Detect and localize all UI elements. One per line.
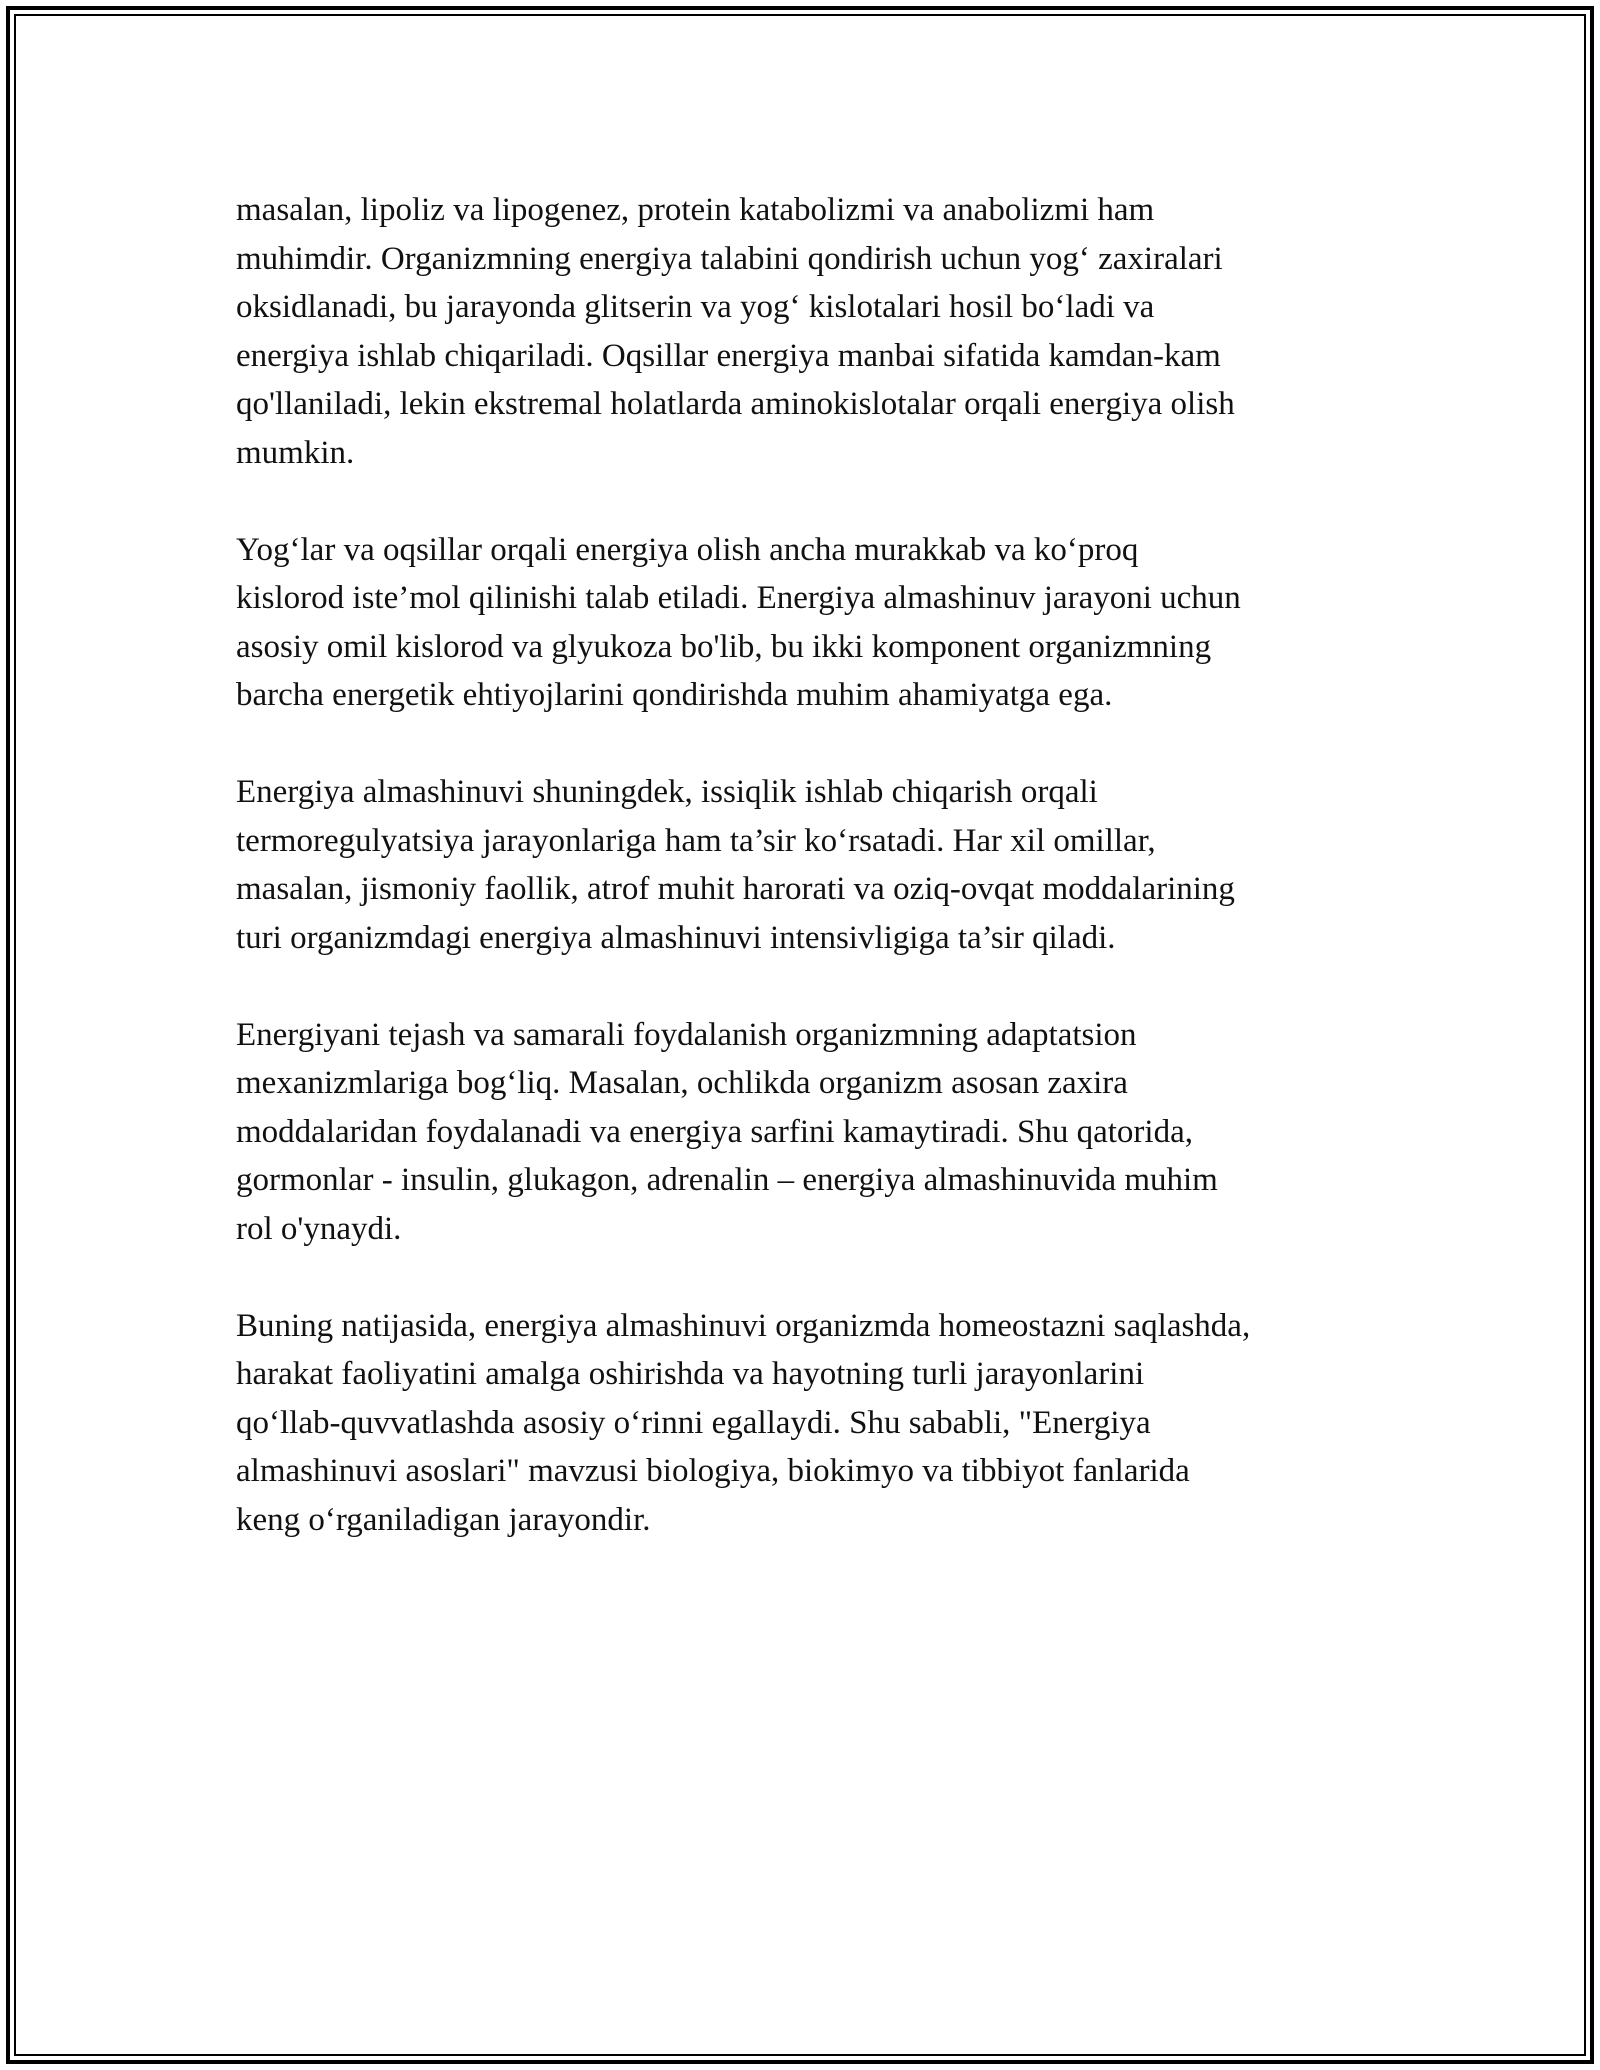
paragraph-line: turi organizmdagi energiya almashinuvi intensivligiga ta’sir qiladi. xyxy=(236,919,1116,956)
paragraph-line: masalan, jismoniy faollik, atrof muhit harorati va oziq-ovqat moddalarining xyxy=(236,871,1235,907)
paragraph-line: qo'llaniladi, lekin ekstremal holatlarda aminokislotalar orqali energiya olish xyxy=(236,386,1235,422)
paragraph-3 xyxy=(236,768,1366,962)
paragraph-line: masalan, lipoliz va lipogenez, protein katabolizmi va anabolizmi ham xyxy=(236,192,1155,228)
paragraph-line: Yog‘lar va oqsillar orqali energiya olish ancha murakkab va ko‘proq xyxy=(236,531,1139,568)
paragraph-line: oksidlanadi, bu jarayonda glitserin va yog‘ kislotalari hosil bo‘ladi va xyxy=(236,289,1155,325)
paragraph-line: rol o'ynaydi. xyxy=(236,1210,402,1247)
paragraph-line: kislorod iste’mol qilinishi talab etiladi. Energiya almashinuv jarayoni uchun xyxy=(236,580,1241,616)
paragraph-line: mexanizmlariga bog‘liq. Masalan, ochlikda organizm asosan zaxira xyxy=(236,1065,1128,1101)
paragraph-4 xyxy=(236,1011,1366,1254)
paragraph-2 xyxy=(236,526,1366,720)
paragraph-line: termoregulyatsiya jarayonlariga ham ta’sir ko‘rsatadi. Har xil omillar, xyxy=(236,822,1156,859)
paragraph-line: Energiya almashinuvi shuningdek, issiqlik ishlab chiqarish orqali xyxy=(236,774,1098,810)
paragraph-line: almashinuvi asoslari" mavzusi biologiya, biokimyo va tibbiyot fanlarida xyxy=(236,1453,1190,1489)
paragraph-line: qo‘llab-quvvatlashda asosiy o‘rinni egallaydi. Shu sababli, "Energiya xyxy=(236,1404,1151,1441)
paragraph-line: keng o‘rganiladigan jarayondir. xyxy=(236,1501,651,1538)
paragraph-line: muhimdir. Organizmning energiya talabini qondirish uchun yog‘ zaxiralari xyxy=(236,240,1223,277)
paragraph-line: gormonlar - insulin, glukagon, adrenalin – energiya almashinuvida muhim xyxy=(236,1162,1218,1198)
paragraph-line: mumkin. xyxy=(236,434,355,471)
paragraph-5 xyxy=(236,1302,1366,1545)
paragraph-line: moddalaridan foydalanadi va energiya sarfini kamaytiradi. Shu qatorida, xyxy=(236,1113,1193,1150)
paragraph-line: barcha energetik ehtiyojlarini qondirishda muhim ahamiyatga ega. xyxy=(236,677,1113,713)
paragraph-1 xyxy=(236,186,1366,477)
paragraph-line: Buning natijasida, energiya almashinuvi organizmda homeostazni saqlashda, xyxy=(236,1307,1251,1344)
paragraph-line: harakat faoliyatini amalga oshirishda va hayotning turli jarayonlarini xyxy=(236,1356,1145,1392)
paragraph-line: energiya ishlab chiqariladi. Oqsillar energiya manbai sifatida kamdan-kam xyxy=(236,337,1221,374)
document-body xyxy=(236,186,1366,1593)
paragraph-line: asosiy omil kislorod va glyukoza bo'lib, bu ikki komponent organizmning xyxy=(236,628,1212,665)
paragraph-line: Energiyani tejash va samarali foydalanish organizmning adaptatsion xyxy=(236,1016,1137,1053)
